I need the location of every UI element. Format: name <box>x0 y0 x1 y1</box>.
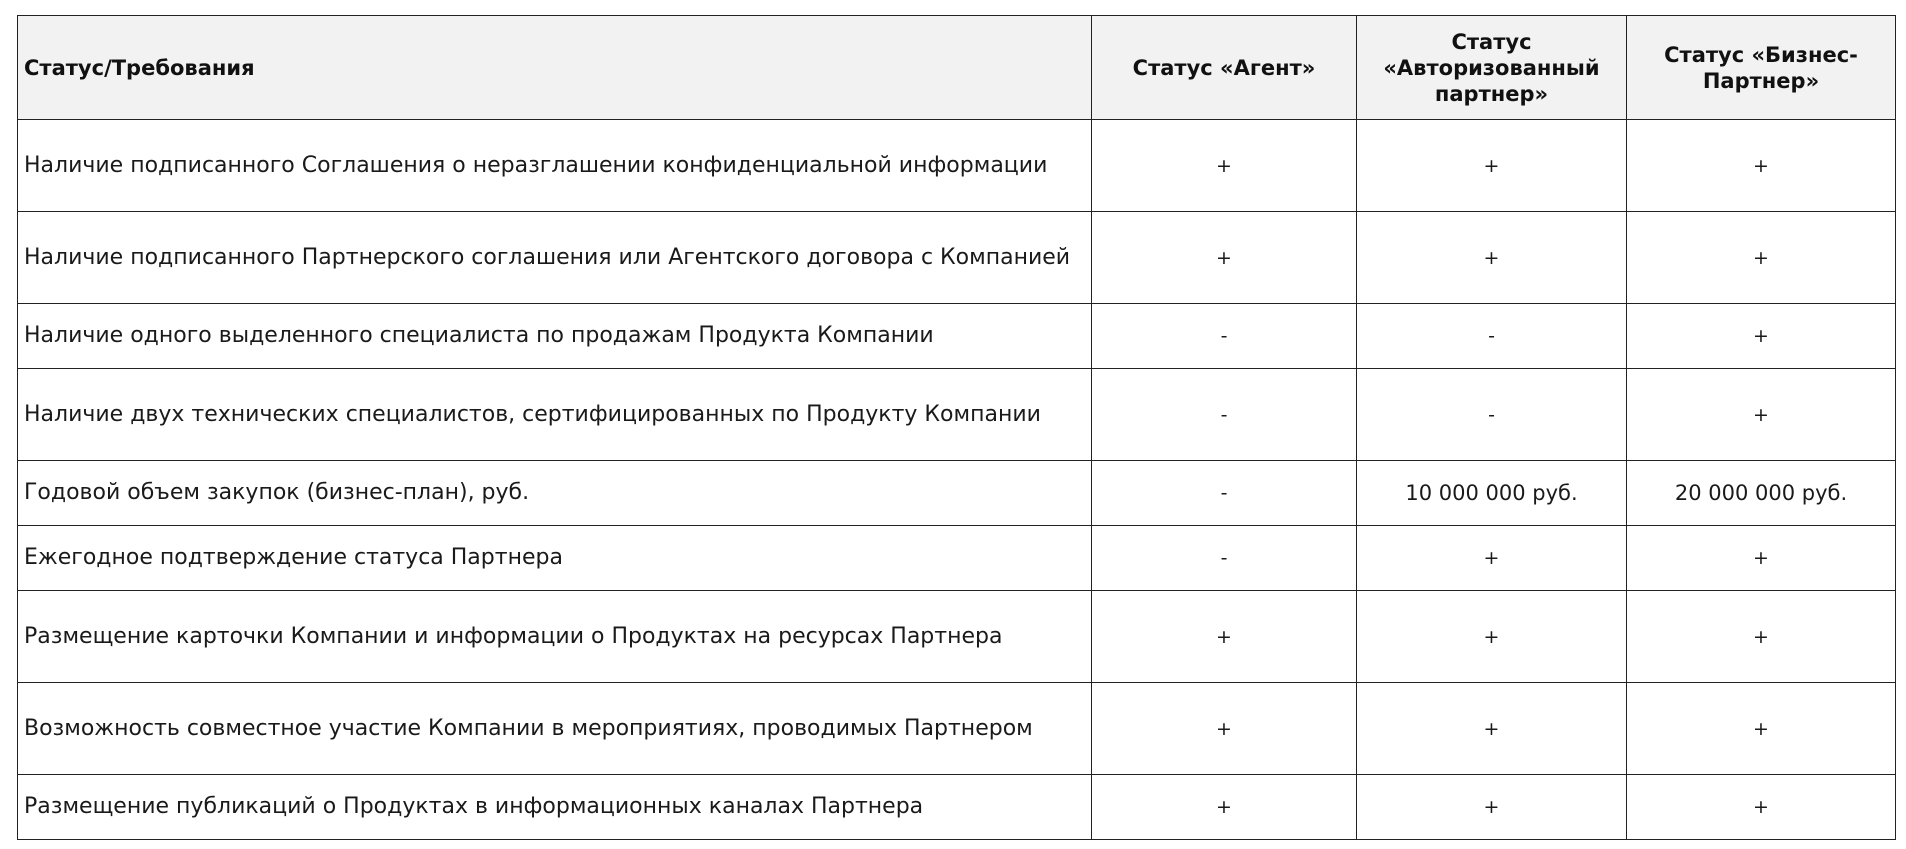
business-partner-cell: 20 000 000 руб. <box>1627 461 1896 526</box>
business-partner-cell: + <box>1627 775 1896 840</box>
agent-cell: + <box>1092 775 1357 840</box>
authorized-partner-cell: + <box>1357 526 1627 591</box>
table-row <box>18 369 1896 461</box>
authorized-partner-cell: - <box>1357 304 1627 369</box>
authorized-partner-cell: 10 000 000 руб. <box>1357 461 1627 526</box>
agent-cell: + <box>1092 120 1357 212</box>
authorized-partner-cell: + <box>1357 591 1627 683</box>
table-row <box>18 304 1896 369</box>
business-partner-cell: + <box>1627 683 1896 775</box>
header-status-business-partner: Статус «Бизнес- Партнер» <box>1627 16 1896 120</box>
requirement-cell: Наличие подписанного Партнерского соглашения или Агентского договора с Компанией <box>18 212 1092 304</box>
requirement-cell: Размещение публикаций о Продуктах в информационных каналах Партнера <box>18 775 1092 840</box>
requirement-cell: Наличие подписанного Соглашения о неразглашении конфиденциальной информации <box>18 120 1092 212</box>
header-requirements: Статус/Требования <box>18 16 1092 120</box>
agent-cell: - <box>1092 526 1357 591</box>
table-row <box>18 461 1896 526</box>
business-partner-cell: + <box>1627 526 1896 591</box>
table-row <box>18 120 1896 212</box>
business-partner-cell: + <box>1627 369 1896 461</box>
header-status-authorized-partner: Статус «Авторизованный партнер» <box>1357 16 1627 120</box>
agent-cell: - <box>1092 304 1357 369</box>
header-status-agent: Статус «Агент» <box>1092 16 1357 120</box>
agent-cell: + <box>1092 212 1357 304</box>
requirement-cell: Возможность совместное участие Компании в мероприятиях, проводимых Партнером <box>18 683 1092 775</box>
status-requirements-table-wrapper <box>17 15 1895 840</box>
requirement-cell: Размещение карточки Компании и информации о Продуктах на ресурсах Партнера <box>18 591 1092 683</box>
table-header-row <box>18 16 1896 120</box>
agent-cell: + <box>1092 683 1357 775</box>
table-row <box>18 683 1896 775</box>
authorized-partner-cell: + <box>1357 212 1627 304</box>
authorized-partner-cell: - <box>1357 369 1627 461</box>
authorized-partner-cell: + <box>1357 775 1627 840</box>
authorized-partner-cell: + <box>1357 120 1627 212</box>
table-row <box>18 591 1896 683</box>
authorized-partner-cell: + <box>1357 683 1627 775</box>
business-partner-cell: + <box>1627 120 1896 212</box>
business-partner-cell: + <box>1627 304 1896 369</box>
table-row <box>18 526 1896 591</box>
agent-cell: - <box>1092 369 1357 461</box>
requirement-cell: Наличие одного выделенного специалиста по продажам Продукта Компании <box>18 304 1092 369</box>
requirement-cell: Ежегодное подтверждение статуса Партнера <box>18 526 1092 591</box>
business-partner-cell: + <box>1627 591 1896 683</box>
status-requirements-table <box>17 15 1896 840</box>
agent-cell: + <box>1092 591 1357 683</box>
table-row <box>18 775 1896 840</box>
requirement-cell: Наличие двух технических специалистов, сертифицированных по Продукту Компании <box>18 369 1092 461</box>
requirement-cell: Годовой объем закупок (бизнес-план), руб. <box>18 461 1092 526</box>
business-partner-cell: + <box>1627 212 1896 304</box>
table-row <box>18 212 1896 304</box>
agent-cell: - <box>1092 461 1357 526</box>
